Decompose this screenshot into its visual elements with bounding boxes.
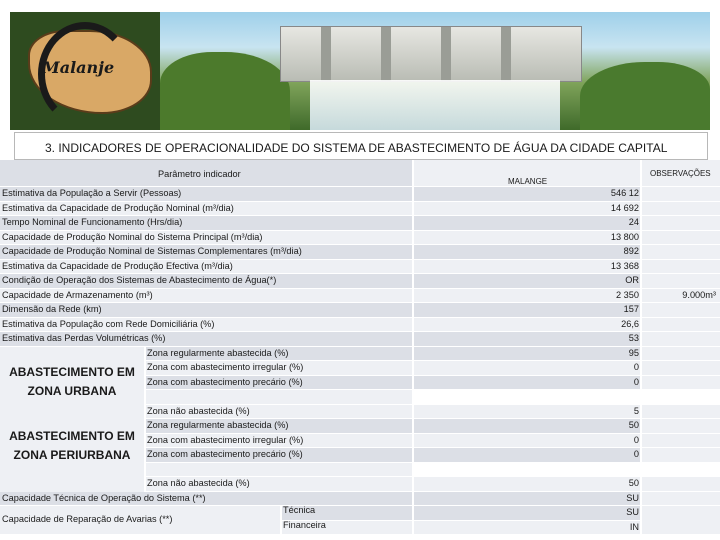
- row-obs-bg: [642, 332, 720, 346]
- urban-row-value: 0: [633, 362, 639, 372]
- indicator-value: OR: [625, 275, 639, 285]
- urban-obs-bg: [642, 376, 720, 390]
- indicator-label: Capacidade de Armazenamento (m³): [2, 289, 153, 300]
- indicator-label: Estimativa da População a Servir (Pessoas): [2, 188, 182, 198]
- row-obs-bg: [642, 303, 720, 317]
- header-banner: [10, 12, 710, 130]
- indicator-value: 13 368: [610, 260, 639, 271]
- row-obs-bg: [642, 187, 720, 201]
- urban-row-value: 0: [633, 376, 639, 387]
- reparacao-obs-bg: [642, 506, 720, 534]
- row-obs-bg: [642, 274, 720, 288]
- urban-row-label: Zona não abastecida (%): [147, 405, 250, 416]
- urban-section-label: ABASTECIMENTO EM ZONA URBANA: [9, 364, 135, 398]
- row-obs-bg: [642, 216, 720, 230]
- row-obs-bg: [642, 202, 720, 216]
- tecnica-label: Técnica: [283, 505, 316, 515]
- urban-obs-bg: [642, 405, 720, 419]
- indicator-label: Estimativa da Capacidade de Produção Nominal (m³/dia): [2, 202, 234, 213]
- capacidade-tecnica-value: SU: [626, 492, 639, 503]
- urban-row-label: Zona com abastecimento irregular (%): [147, 362, 304, 372]
- periurban-section-label: ABASTECIMENTO EM ZONA PERIURBANA: [9, 429, 135, 462]
- indicator-value: 2 350: [616, 289, 639, 300]
- capacidade-tecnica-obs-bg: [642, 492, 720, 506]
- title-bar: [14, 132, 708, 160]
- trees-left: [160, 52, 290, 130]
- periurban-obs-bg: [642, 419, 720, 433]
- indicator-value: 546 12: [610, 188, 639, 198]
- indicator-label: Tempo Nominal de Funcionamento (Hrs/dia): [2, 217, 183, 227]
- indicator-label: Condição de Operação dos Sistemas de Abastecimento de Água(*): [2, 275, 277, 285]
- urban-row-value: 95: [628, 347, 639, 358]
- trees-right: [580, 62, 710, 130]
- indicator-value: 892: [623, 246, 639, 256]
- indicator-label: Dimensão da Rede (km): [2, 304, 102, 314]
- indicator-label: Capacidade de Produção Nominal do Sistema Principal (m³/dia): [2, 231, 263, 242]
- periurban-row-value: 0: [633, 434, 639, 445]
- indicator-value: 13 800: [610, 231, 639, 242]
- indicator-label: Estimativa da População com Rede Domiciliária (%): [2, 318, 215, 329]
- header-obs: OBSERVAÇÕES: [650, 169, 711, 178]
- map-label: Malanje: [42, 58, 115, 77]
- periurban-row-value: 50: [628, 420, 639, 430]
- periurban-row-value: 0: [633, 449, 639, 459]
- urban-obs-bg: [642, 347, 720, 361]
- capacidade-reparacao-label: Capacidade de Reparação de Avarias (**): [2, 514, 173, 524]
- indicator-label: Estimativa da Capacidade de Produção Efectiva (m³/dia): [2, 260, 233, 271]
- urban-gap-bg: [146, 390, 412, 404]
- waterfall: [310, 80, 560, 130]
- capacidade-tecnica-label: Capacidade Técnica de Operação do Sistema (**): [2, 492, 206, 503]
- urban-obs-bg: [642, 361, 720, 375]
- periurban-obs-bg: [642, 477, 720, 491]
- periurban-row-label: Zona não abastecida (%): [147, 478, 250, 488]
- row-obs-bg: [642, 231, 720, 245]
- indicator-value: 26,6: [621, 318, 639, 329]
- indicator-value: 157: [623, 304, 639, 314]
- indicator-value: 24: [628, 217, 639, 227]
- periurban-obs-bg: [642, 434, 720, 448]
- indicator-label: Estimativa das Perdas Volumétricas (%): [2, 333, 166, 343]
- indicator-obs: 9.000m³: [682, 289, 716, 300]
- urban-row-label: Zona com abastecimento precário (%): [147, 376, 303, 387]
- row-obs-bg: [642, 318, 720, 332]
- financeira-label: Financeira: [283, 520, 326, 530]
- periurban-row-value: 50: [628, 478, 639, 488]
- urban-row-label: Zona regularmente abastecida (%): [147, 347, 289, 358]
- indicator-value: 53: [628, 333, 639, 343]
- row-obs-bg: [642, 245, 720, 259]
- tecnica-value: SU: [626, 507, 639, 517]
- indicator-value: 14 692: [610, 202, 639, 213]
- dam-photo: [280, 26, 582, 82]
- periurban-row-label: Zona com abastecimento precário (%): [147, 449, 303, 459]
- financeira-value: IN: [629, 521, 639, 532]
- row-obs-bg: [642, 260, 720, 274]
- periurban-obs-bg: [642, 448, 720, 462]
- header-param: Parâmetro indicador: [158, 169, 241, 179]
- periurban-row-label: Zona com abastecimento irregular (%): [147, 434, 304, 445]
- indicator-label: Capacidade de Produção Nominal de Sistemas Complementares (m³/dia): [2, 246, 302, 256]
- periurban-gap-bg: [146, 463, 412, 477]
- header-region: MALANGE: [508, 177, 548, 186]
- malanje-map-logo: [10, 12, 160, 130]
- periurban-row-label: Zona regularmente abastecida (%): [147, 420, 289, 430]
- page-title: 3. INDICADORES DE OPERACIONALIDADE DO SISTEMA DE ABASTECIMENTO DE ÁGUA DA CIDADE CAPITAL: [45, 141, 668, 155]
- urban-row-value: 5: [633, 405, 639, 416]
